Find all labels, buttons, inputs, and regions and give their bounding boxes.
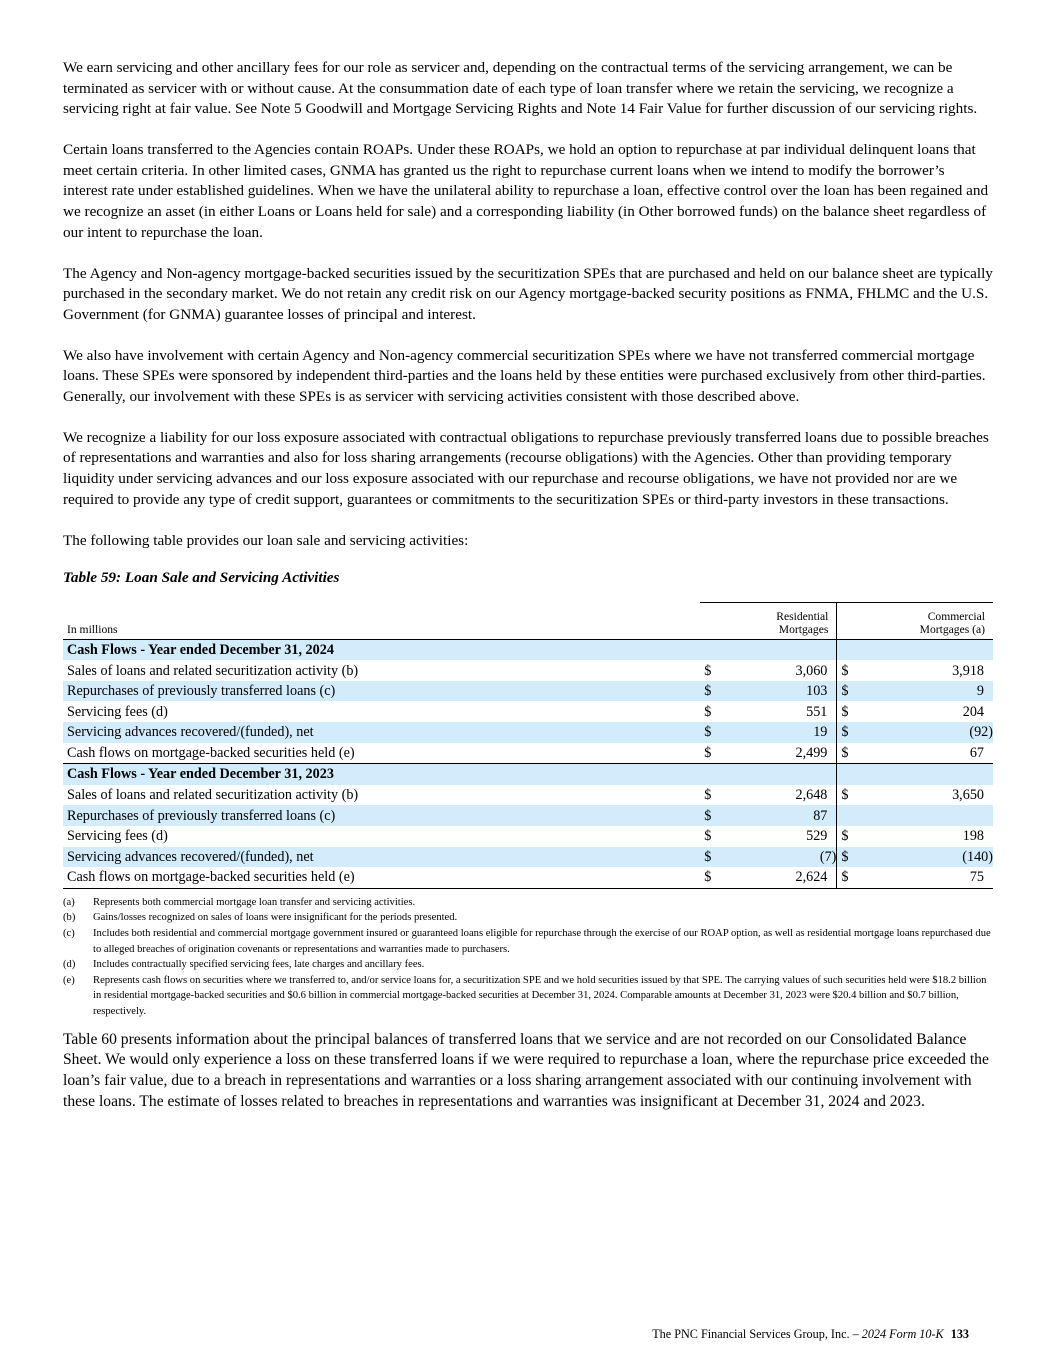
commercial-value: 75 (855, 867, 993, 888)
commercial-currency: $ (837, 660, 855, 681)
commercial-value: 198 (962, 828, 984, 845)
row-label: Servicing advances recovered/(funded), net (63, 847, 700, 868)
units-label: In millions (67, 622, 118, 636)
residential-currency: $ (704, 662, 712, 679)
commercial-value: (140) (855, 847, 993, 868)
residential-currency: $ (704, 703, 712, 720)
table-row (63, 867, 993, 888)
commercial-mortgages-header (837, 602, 993, 639)
residential-currency: $ (700, 867, 718, 888)
commercial-currency: $ (837, 867, 855, 888)
loan-sale-servicing-table (63, 602, 993, 889)
page-number: 133 (950, 1327, 969, 1341)
commercial-currency: $ (837, 701, 855, 722)
paragraph-mbs: The Agency and Non-agency mortgage-backed securities issued by the securitization SPEs that are purchased and held on our balance sheet are typically purchased in the secondary market. We do not retain any credit risk on our Agency mortgage-backed security positions as FNMA, FHLMC and the U.S. Government (for GNMA) guarantee losses of principal and interest. (63, 264, 993, 323)
section-heading: Cash Flows - Year ended December 31, 2023 (63, 764, 837, 785)
row-label: Cash flows on mortgage-backed securities held (e) (63, 867, 700, 888)
footnote-mark: (d) (63, 959, 76, 971)
paragraph-commercial-spes: We also have involvement with certain Agency and Non-agency commercial securitization SPEs where we have not transferred commercial mortgage loans. These SPEs were sponsored by independent third-parties and the loans held by these entities were purchased exclusively from other third-parties. Generally, our involvement with these SPEs is as servicer with servicing activities consistent with those described above. (63, 346, 986, 405)
footnote-mark: (a) (63, 896, 75, 908)
table-row (63, 805, 993, 826)
table-footnotes (63, 895, 993, 1020)
footnote-item (63, 895, 993, 911)
commercial-header-line1: Commercial (927, 609, 985, 623)
table-row (63, 847, 993, 868)
footnote-text: Represents cash flows on securities where we transferred to, and/or service loans for, a securitization SPE and we hold securities issued by that SPE. The carrying values of such securities held were $18.2 billion in residential mortgage-backed securities and $0.6 billion in commercial mortgage-backed securities at December 31, 2024. Comparable amounts at December 31, 2023 were $20.4 billion and $0.7 billion, respectively. (93, 974, 987, 1017)
residential-value: 103 (718, 681, 837, 702)
residential-value: (7) (718, 847, 837, 868)
footnote-item (63, 910, 993, 926)
footnote-text: Represents both commercial mortgage loan transfer and servicing activities. (93, 896, 416, 908)
table-row (63, 660, 993, 681)
table-row (63, 701, 993, 722)
footer-form: 2024 Form 10-K (861, 1327, 944, 1341)
row-label: Repurchases of previously transferred loans (c) (63, 805, 700, 826)
section-heading-row (63, 764, 993, 785)
footnote-mark: (e) (63, 974, 75, 986)
commercial-value: 3,918 (952, 662, 984, 679)
paragraph-roaps: Certain loans transferred to the Agencies contain ROAPs. Under these ROAPs, we hold an option to repurchase at par individual delinquent loans that meet certain criteria. In other limited cases, GNMA has granted us the right to repurchase current loans when we intend to modify the borrower’s interest rate under established guidelines. When we have the unilateral ability to repurchase a loan, effective control over the loan has been regained and we recognize an asset (in either Loans or Loans held for sale) and a corresponding liability (in Other borrowed funds) on the balance sheet regardless of our intent to repurchase the loan. (63, 141, 989, 241)
row-label: Repurchases of previously transferred loans (c) (63, 681, 700, 702)
row-label: Servicing advances recovered/(funded), net (63, 722, 700, 743)
section-heading: Cash Flows - Year ended December 31, 2024 (63, 639, 837, 660)
document-page (63, 58, 993, 1113)
footnote-item (63, 926, 993, 957)
residential-value: 3,060 (795, 662, 828, 679)
residential-header-line1: Residential (776, 609, 829, 623)
table-header-row (63, 602, 993, 639)
footnote-text: Gains/losses recognized on sales of loans were insignificant for the periods presented. (93, 912, 458, 924)
table-title: Table 59: Loan Sale and Servicing Activities (63, 568, 340, 586)
footnote-mark: (c) (63, 927, 75, 939)
residential-value: 19 (718, 722, 837, 743)
table-row (63, 681, 993, 702)
page-footer (652, 1326, 969, 1342)
residential-value: 87 (718, 805, 837, 826)
paragraph-table-60: Table 60 presents information about the principal balances of transferred loans that we service and are not recorded on our Consolidated Balance Sheet. We would only experience a loss on these transferred loans if we were required to repurchase a loan, where the repurchase price exceeded the loan’s fair value, due to a breach in representations and warranties or a loss sharing arrangement associated with our continuing involvement with these loans. The estimate of losses related to breaches in representations and warranties was insignificant at December 31, 2024 and 2023. (63, 1030, 989, 1111)
section-heading-spacer (837, 764, 993, 785)
paragraph-table-intro: The following table provides our loan sale and servicing activities: (63, 531, 469, 549)
residential-currency: $ (704, 744, 712, 761)
footnote-item (63, 957, 993, 973)
footnote-mark: (b) (63, 912, 76, 924)
residential-currency: $ (704, 787, 712, 804)
commercial-value: 9 (855, 681, 993, 702)
residential-value: 529 (806, 828, 828, 845)
commercial-value: 204 (962, 703, 984, 720)
residential-value: 2,499 (795, 744, 828, 761)
residential-value: 551 (806, 703, 828, 720)
row-label: Servicing fees (d) (67, 828, 168, 845)
residential-value: 2,624 (718, 867, 837, 888)
table-row (63, 722, 993, 743)
section-heading-spacer (837, 639, 993, 660)
row-label: Sales of loans and related securitization activity (b) (67, 662, 359, 679)
paragraph-servicing-fees: We earn servicing and other ancillary fees for our role as servicer and, depending on the contractual terms of the servicing arrangement, we can be terminated as servicer with or without cause. At the consummation date of each type of loan transfer where we retain the servicing, we recognize a servicing right at fair value. See Note 5 Goodwill and Mortgage Servicing Rights and Note 14 Fair Value for further discussion of our servicing rights. (63, 59, 978, 118)
footnote-text: Includes contractually specified servicing fees, late charges and ancillary fees. (93, 959, 425, 971)
commercial-value: 67 (969, 744, 984, 761)
residential-currency: $ (700, 805, 718, 826)
residential-currency: $ (704, 828, 712, 845)
residential-currency: $ (700, 722, 718, 743)
footnote-item (63, 973, 993, 1020)
commercial-currency: $ (837, 826, 855, 847)
commercial-value: (92) (855, 722, 993, 743)
section-heading-row (63, 639, 993, 660)
commercial-currency: $ (837, 681, 855, 702)
commercial-header-line2: Mortgages (a) (919, 622, 985, 636)
table-row (63, 785, 993, 806)
residential-header-line2: Mortgages (778, 622, 829, 636)
commercial-currency: $ (837, 743, 855, 764)
commercial-currency (837, 805, 855, 826)
row-label: Sales of loans and related securitization activity (b) (67, 787, 359, 804)
table-row (63, 743, 993, 764)
residential-value: 2,648 (795, 787, 828, 804)
table-row (63, 826, 993, 847)
commercial-value: 3,650 (952, 787, 984, 804)
paragraph-liability: We recognize a liability for our loss exposure associated with contractual obligations to repurchase previously transferred loans due to possible breaches of representations and warranties and also for loss sharing arrangements (recourse obligations) with the Agencies. Other than providing temporary liquidity under servicing advances and our loss exposure associated with our repurchase and recourse obligations, we have not provided nor are we required to provide any type of credit support, guarantees or commitments to the securitization SPEs or third-party investors in these transactions. (63, 428, 989, 508)
commercial-currency: $ (837, 722, 855, 743)
commercial-currency: $ (837, 847, 855, 868)
footnote-text: Includes both residential and commercial mortgage government insured or guaranteed loans eligible for repurchase through the exercise of our ROAP option, as well as residential mortgage loans repurchased due to alleged breaches of origination covenants or representations and warranties made to purchasers. (93, 927, 991, 955)
residential-mortgages-header (700, 602, 837, 639)
commercial-currency: $ (837, 785, 855, 806)
row-label: Servicing fees (d) (67, 703, 168, 720)
footer-company: The PNC Financial Services Group, Inc. – (652, 1327, 859, 1341)
residential-currency: $ (700, 681, 718, 702)
residential-currency: $ (700, 847, 718, 868)
commercial-value (855, 805, 993, 826)
row-label: Cash flows on mortgage-backed securities held (e) (67, 744, 355, 761)
